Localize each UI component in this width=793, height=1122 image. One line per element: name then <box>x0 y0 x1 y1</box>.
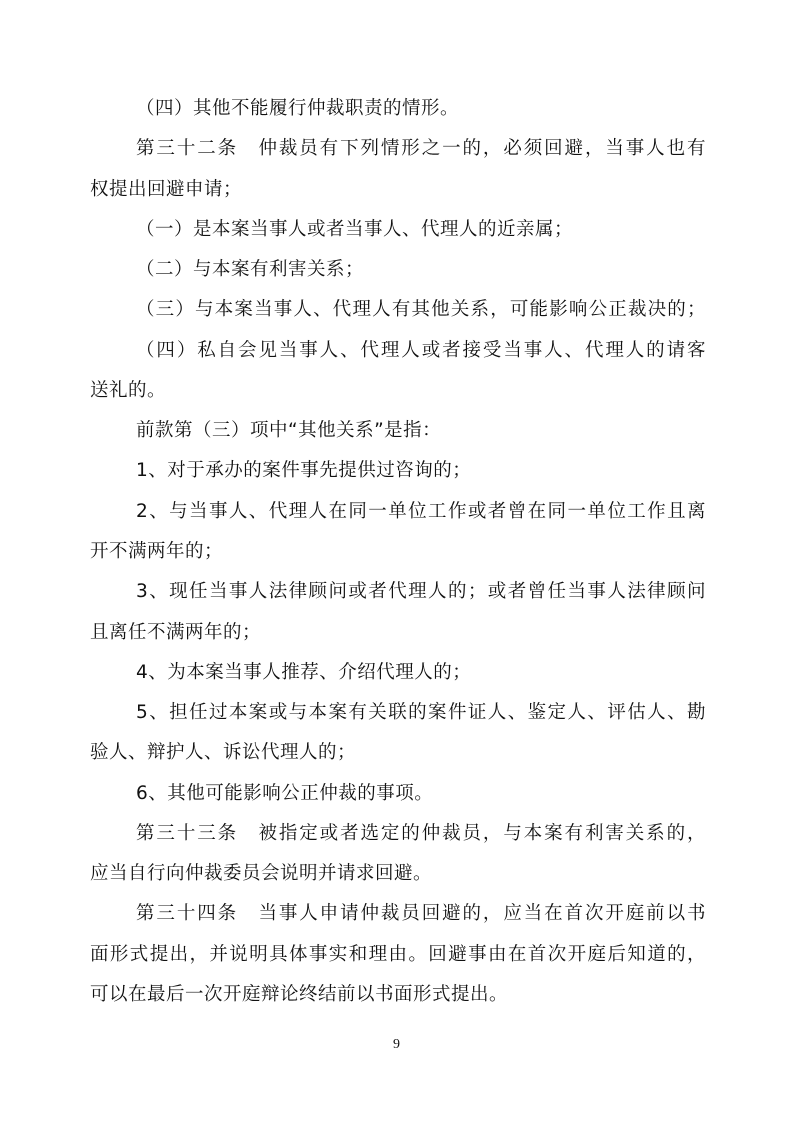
paragraph-line-14: 且离任不满两年的； <box>90 622 262 643</box>
paragraph-line-1: （四）其他不能履行仲裁职责的情形。 <box>136 98 460 119</box>
paragraph-line-22: 面形式提出，并说明具体事实和理由。回避事由在首次开庭后知道的， <box>90 944 706 965</box>
paragraph-line-9: 前款第（三）项中“其他关系”是指： <box>136 420 442 441</box>
paragraph-line-16: 5、担任过本案或与本案有关联的案件证人、鉴定人、评估人、勘 <box>136 702 706 723</box>
paragraph-line-12: 开不满两年的； <box>90 541 224 562</box>
paragraph-line-15: 4、为本案当事人推荐、介绍代理人的； <box>136 662 472 683</box>
paragraph-line-5: （二）与本案有利害关系； <box>136 259 365 280</box>
paragraph-line-23: 可以在最后一次开庭辩论终结前以书面形式提出。 <box>90 984 509 1005</box>
paragraph-line-18: 6、其他可能影响公正仲裁的事项。 <box>136 783 434 804</box>
paragraph-line-13: 3、现任当事人法律顾问或者代理人的；或者曾任当事人法律顾问 <box>136 581 706 602</box>
paragraph-line-11: 2、与当事人、代理人在同一单位工作或者曾在同一单位工作且离 <box>136 501 706 522</box>
paragraph-line-10: 1、对于承办的案件事先提供过咨询的； <box>136 460 472 481</box>
paragraph-line-19: 第三十三条 被指定或者选定的仲裁员，与本案有利害关系的， <box>136 823 706 844</box>
paragraph-line-21: 第三十四条 当事人申请仲裁员回避的，应当在首次开庭前以书 <box>136 903 706 924</box>
paragraph-line-8: 送礼的。 <box>90 380 167 401</box>
paragraph-line-2: 第三十二条 仲裁员有下列情形之一的，必须回避，当事人也有 <box>136 138 706 159</box>
paragraph-line-3: 权提出回避申请； <box>90 179 243 200</box>
paragraph-line-6: （三）与本案当事人、代理人有其他关系，可能影响公正裁决的； <box>136 299 706 320</box>
paragraph-line-4: （一）是本案当事人或者当事人、代理人的近亲属； <box>136 219 574 240</box>
page-number: 9 <box>393 1037 400 1052</box>
paragraph-line-17: 验人、辩护人、诉讼代理人的； <box>90 742 357 763</box>
paragraph-line-20: 应当自行向仲裁委员会说明并请求回避。 <box>90 863 433 884</box>
paragraph-line-7: （四）私自会见当事人、代理人或者接受当事人、代理人的请客 <box>136 340 706 361</box>
